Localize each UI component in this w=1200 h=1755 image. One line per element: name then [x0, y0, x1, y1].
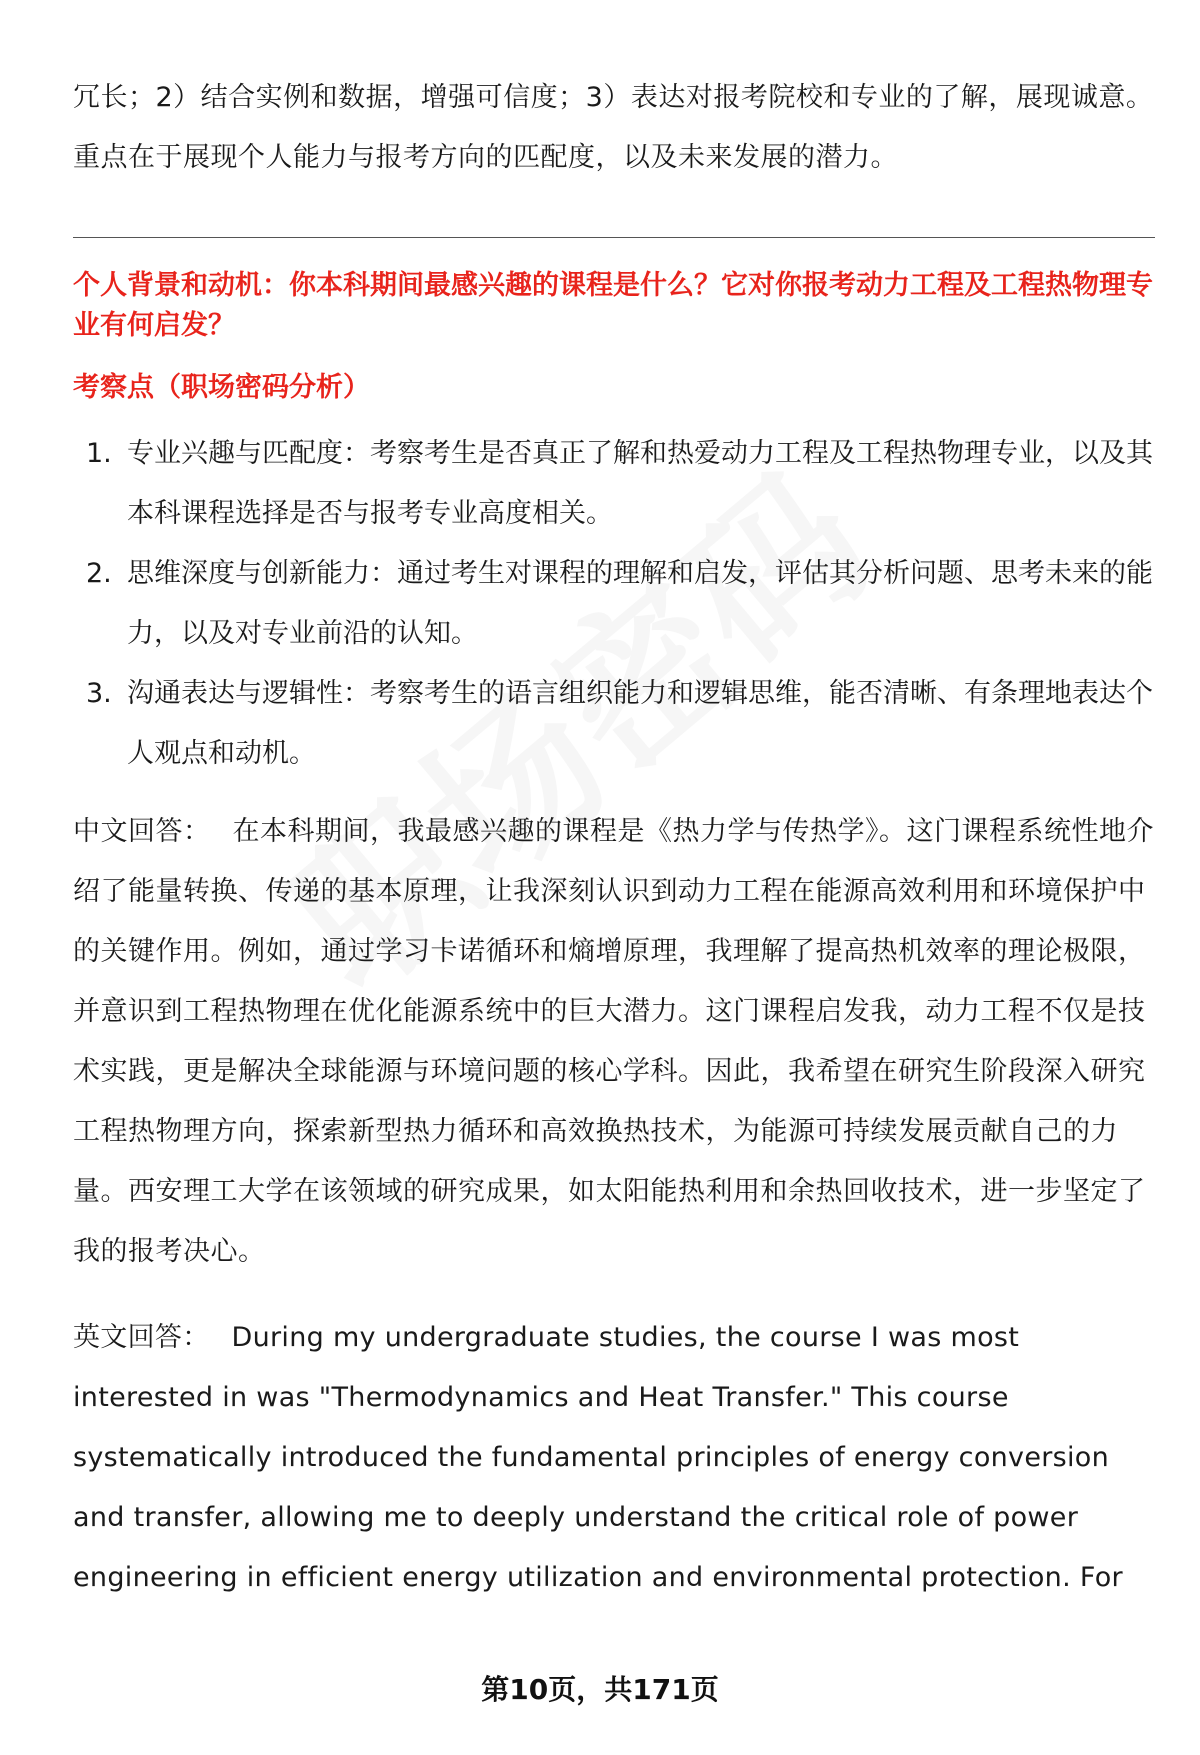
- english-answer-label: 英文回答：: [73, 1322, 210, 1353]
- list-item: [73, 664, 1158, 784]
- document-page: [73, 68, 1158, 1608]
- chinese-answer: [73, 802, 1158, 1282]
- list-item-number: 2.: [86, 558, 112, 589]
- exam-points-heading: 考察点（职场密码分析）: [73, 372, 370, 403]
- list-item: [73, 424, 1158, 544]
- list-item-text: 沟通表达与逻辑性：考察考生的语言组织能力和逻辑思维，能否清晰、有条理地表达个人观点和动机。: [127, 678, 1153, 769]
- section-divider: [73, 237, 1155, 238]
- list-item: [73, 544, 1158, 664]
- english-answer-text: During my undergraduate studies, the course I was most interested in was "Thermodynamics and Heat Transfer." This course systematically introduced the fundamental principles of energy conversion and transfer, allowing me to deeply understand the critical role of power engineering in efficient energy utilization and environmental protection. For: [73, 1322, 1123, 1593]
- exam-points-list: [73, 424, 1158, 784]
- question-heading: 个人背景和动机：你本科期间最感兴趣的课程是什么？它对你报考动力工程及工程热物理专业有何启发？: [73, 270, 1153, 341]
- chinese-answer-label: 中文回答：: [73, 816, 211, 847]
- list-item-number: 3.: [86, 678, 112, 709]
- list-item-number: 1.: [86, 438, 112, 469]
- english-answer: [73, 1308, 1158, 1608]
- list-item-text: 专业兴趣与匹配度：考察考生是否真正了解和热爱动力工程及工程热物理专业，以及其本科课程选择是否与报考专业高度相关。: [127, 438, 1153, 529]
- chinese-answer-text: 在本科期间，我最感兴趣的课程是《热力学与传热学》。这门课程系统性地介绍了能量转换、传递的基本原理，让我深刻认识到动力工程在能源高效利用和环境保护中的关键作用。例如，通过学习卡诺循环和熵增原理，我理解了提高热机效率的理论极限，并意识到工程热物理在优化能源系统中的巨大潜力。这门课程启发我，动力工程不仅是技术实践，更是解决全球能源与环境问题的核心学科。因此，我希望在研究生阶段深入研究工程热物理方向，探索新型热力循环和高效换热技术，为能源可持续发展贡献自己的力量。西安理工大学在该领域的研究成果，如太阳能热利用和余热回收技术，进一步坚定了我的报考决心。: [73, 816, 1154, 1267]
- list-item-text: 思维深度与创新能力：通过考生对课程的理解和启发，评估其分析问题、思考未来的能力，以及对专业前沿的认知。: [127, 558, 1153, 649]
- intro-paragraph: 冗长；2）结合实例和数据，增强可信度；3）表达对报考院校和专业的了解，展现诚意。重点在于展现个人能力与报考方向的匹配度，以及未来发展的潜力。: [73, 82, 1154, 173]
- page-number-footer: 第10页，共171页: [481, 1673, 719, 1706]
